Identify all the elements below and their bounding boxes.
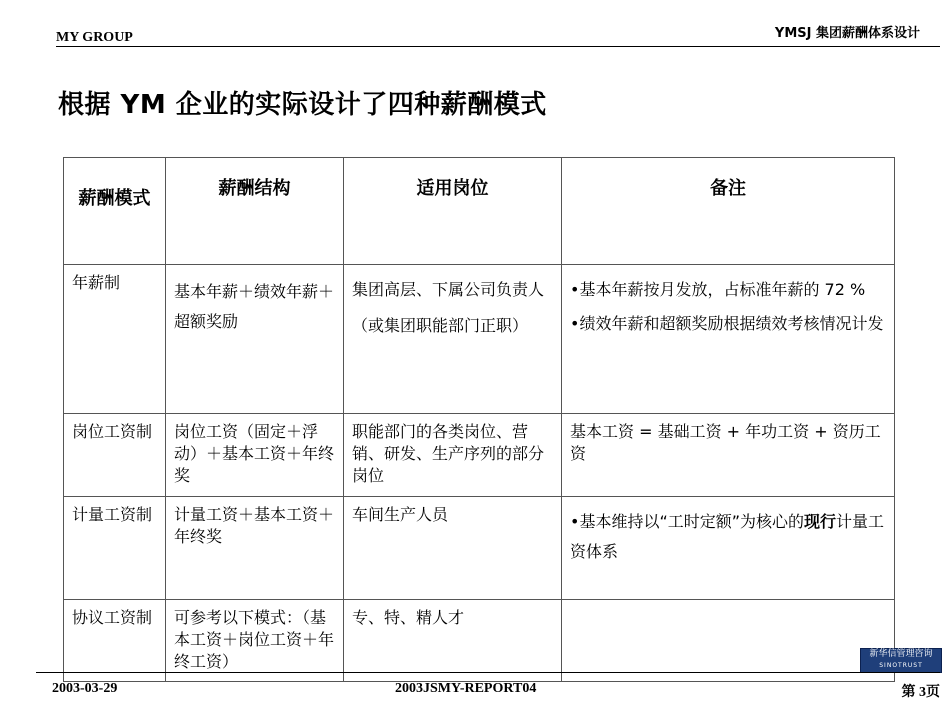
remark-text-end: 计量工资体系 — [570, 512, 885, 561]
cell-mode: 岗位工资制 — [64, 414, 166, 497]
cell-remarks — [562, 600, 895, 682]
footer-page-number: 第 3页 — [901, 685, 940, 700]
header-position: 适用岗位 — [344, 158, 562, 265]
position-text: 集团高层、下属公司负责人 — [352, 280, 545, 299]
table-row — [64, 265, 895, 414]
table-row — [64, 414, 895, 497]
remark-line — [570, 507, 886, 567]
cell-mode: 协议工资制 — [64, 600, 166, 682]
cell-remarks: 基本工资 = 基础工资 + 年功工资 + 资历工资 — [562, 414, 895, 497]
cell-position — [344, 265, 562, 414]
footer-date: 2003-03-29 — [52, 681, 118, 696]
logo-cn-text: 新华信管理咨询 — [869, 649, 933, 659]
header-group-name: MY GROUP — [56, 30, 133, 45]
remark-text: •基本维持以“工时定额”为核心的 — [570, 512, 805, 531]
cell-mode: 计量工资制 — [64, 497, 166, 600]
cell-position: 车间生产人员 — [344, 497, 562, 600]
position-condition: （或集团职能部门正职） — [352, 316, 529, 335]
cell-remarks — [562, 497, 895, 600]
remark-emphasis: 现行 — [804, 512, 837, 531]
header-mode: 薪酬模式 — [64, 158, 166, 265]
remark-line: •绩效年薪和超额奖励根据绩效考核情况计发 — [570, 314, 884, 333]
header-divider — [56, 46, 940, 47]
cell-mode: 年薪制 — [64, 265, 166, 414]
cell-structure: 计量工资＋基本工资＋年终奖 — [166, 497, 344, 600]
logo-en-text: SINOTRUST — [879, 662, 923, 669]
table-row — [64, 497, 895, 600]
header-structure: 薪酬结构 — [166, 158, 344, 265]
header-remarks: 备注 — [562, 158, 895, 265]
footer-report-id: 2003JSMY-REPORT04 — [395, 681, 537, 696]
sinotrust-logo — [860, 648, 942, 673]
salary-mode-table — [63, 157, 895, 682]
cell-structure: 岗位工资（固定＋浮动）＋基本工资＋年终奖 — [166, 414, 344, 497]
table-header-row — [64, 158, 895, 265]
page-title: 根据 YM 企业的实际设计了四种薪酬模式 — [58, 90, 547, 120]
cell-position: 职能部门的各类岗位、营销、研发、生产序列的部分岗位 — [344, 414, 562, 497]
table-row — [64, 600, 895, 682]
cell-remarks — [562, 265, 895, 414]
cell-structure: 可参考以下模式：（基本工资＋岗位工资＋年终工资） — [166, 600, 344, 682]
header-doc-title: YMSJ 集团薪酬体系设计 — [774, 26, 920, 41]
cell-position: 专、特、精人才 — [344, 600, 562, 682]
footer-divider — [36, 672, 940, 673]
cell-structure: 基本年薪＋绩效年薪＋超额奖励 — [166, 265, 344, 414]
remark-line: •基本年薪按月发放，占标准年薪的 72 % — [570, 280, 866, 299]
